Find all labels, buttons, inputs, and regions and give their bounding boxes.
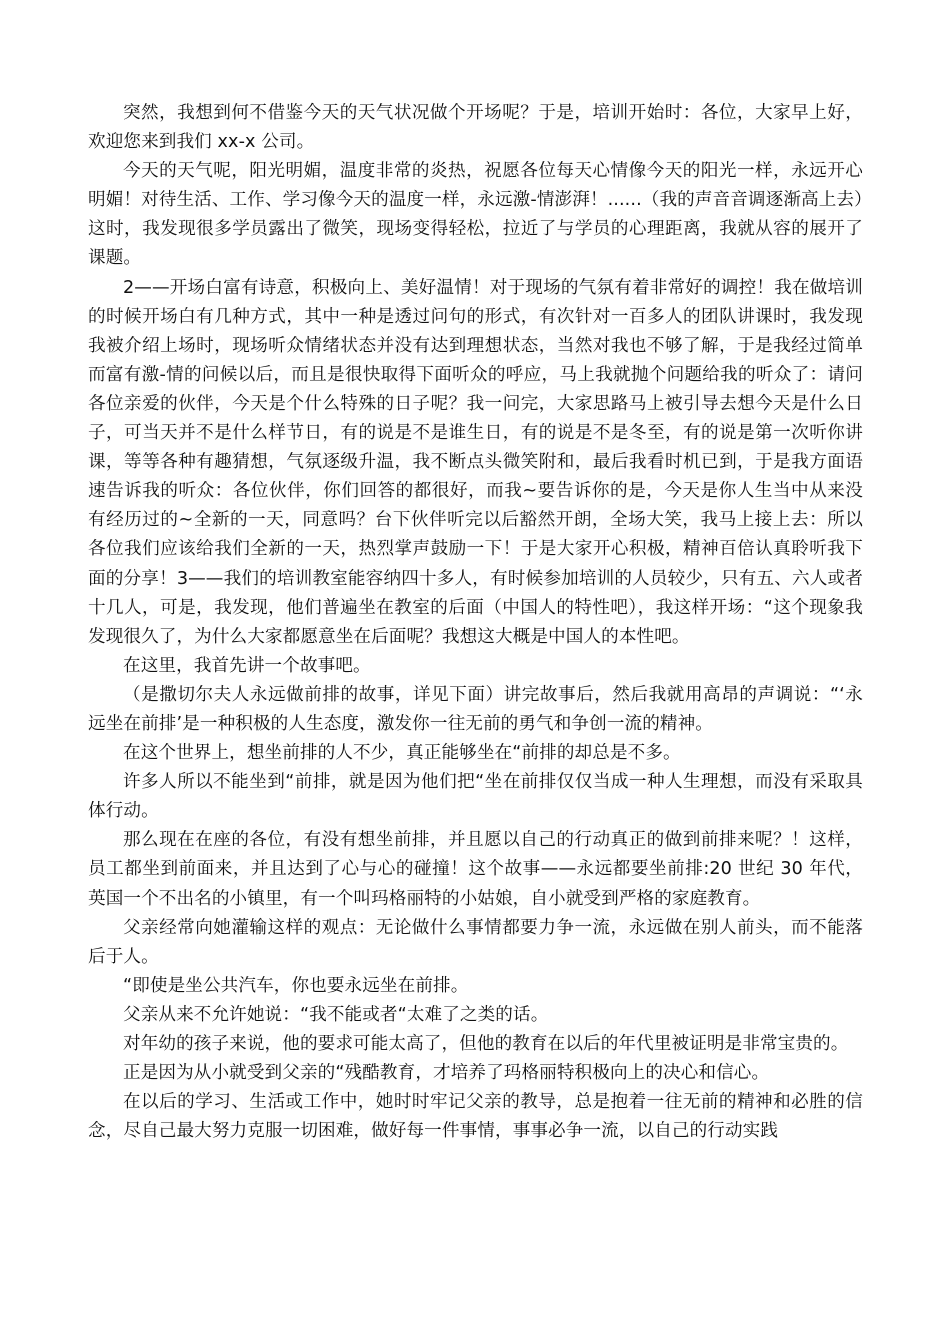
paragraph: “即使是坐公共汽车，你也要永远坐在前排。 (123, 975, 469, 996)
paragraph: 对年幼的孩子来说，他的要求可能太高了，但他的教育在以后的年代里被证明是非常宝贵的。 (123, 1034, 849, 1054)
document-body (88, 99, 863, 1146)
paragraph: 突然，我想到何不借鉴今天的天气状况做个开场呢？于是，培训开始时：各位，大家早上好，欢迎您来到我们 xx-x 公司。 (88, 103, 863, 153)
paragraph: 在这个世界上，想坐前排的人不少，真正能够坐在“前排的却总是不多。 (123, 743, 681, 764)
paragraph: 在以后的学习、生活或工作中，她时时牢记父亲的教导，总是抱着一往无前的精神和必胜的信念，尽自己最大努力克服一切困难，做好每一件事情，事事必争一流，以自己的行动实践 (88, 1092, 863, 1142)
paragraph: 今天的天气呢，阳光明媚，温度非常的炎热，祝愿各位每天心情像今天的阳光一样，永远开心明媚！对待生活、工作、学习像今天的温度一样，永远激-情澎湃！......（我的声音音调逐渐高上去）这时，我发现很多学员露出了微笑，现场变得轻松，拉近了与学员的心理距离，我就从容的展开了课题。 (88, 161, 863, 269)
paragraph: 正是因为从小就受到父亲的“残酷教育，才培养了玛格丽特积极向上的决心和信心。 (123, 1063, 770, 1084)
paragraph: 父亲从来不允许她说：“我不能或者“太难了之类的话。 (123, 1004, 549, 1025)
paragraph: 父亲经常向她灌输这样的观点：无论做什么事情都要力争一流，永远做在别人前头，而不能落后于人。 (88, 917, 863, 967)
paragraph: 许多人所以不能坐到“前排，就是因为他们把“坐在前排仅仅当成一种人生理想，而没有采取具体行动。 (88, 772, 863, 822)
paragraph: 2——开场白富有诗意，积极向上、美好温情！对于现场的气氛有着非常好的调控！我在做培训的时候开场白有几种方式，其中一种是透过问句的形式，有次针对一百多人的团队讲课时，我发现我被介绍上场时，现场听众情绪状态并没有达到理想状态，当然对我也不够了解，于是我经过简单而富有激-情的问候以后，而且是很快取得下面听众的呼应，马上我就抛个问题给我的听众了：请问各位亲爱的伙伴，今天是个什么特殊的日子呢？我一问完，大家思路马上被引导去想今天是什么日子，可当天并不是什么样节日，有的说是不是谁生日，有的说是不是冬至，有的说是第一次听你讲课，等等各种有趣猜想，气氛逐级升温，我不断点头微笑附和，最后我看时机已到，于是我方面语速告诉我的听众：各位伙伴，你们回答的都很好，而我~要告诉你的是，今天是你人生当中从来没有经历过的~全新的一天，同意吗？台下伙伴听完以后豁然开朗，全场大笑，我马上接上去：所以各位我们应该给我们全新的一天，热烈掌声鼓励一下！于是大家开心积极，精神百倍认真聆听我下面的分享！3——我们的培训教室能容纳四十多人，有时候参加培训的人员较少，只有五、六人或者十几人，可是，我发现，他们普遍坐在教室的后面（中国人的特性吧），我这样开场：“这个现象我发现很久了，为什么大家都愿意坐在后面呢？我想这大概是中国人的本性吧。 (88, 277, 863, 647)
paragraph: （是撒切尔夫人永远做前排的故事，详见下面）讲完故事后，然后我就用高昂的声调说：“‘永远坐在前排’是一种积极的人生态度，激发你一往无前的勇气和争创一流的精神。 (88, 684, 863, 734)
paragraph: 在这里，我首先讲一个故事吧。 (123, 655, 371, 676)
paragraph: 那么现在在座的各位，有没有想坐前排，并且愿以自己的行动真正的做到前排来呢？！这样，员工都坐到前面来，并且达到了心与心的碰撞！这个故事——永远都要坐前排:20 世纪 30 年代，英国一个不出名的小镇里，有一个叫玛格丽特的小姑娘，自小就受到严格的家庭教育。 (88, 830, 863, 909)
